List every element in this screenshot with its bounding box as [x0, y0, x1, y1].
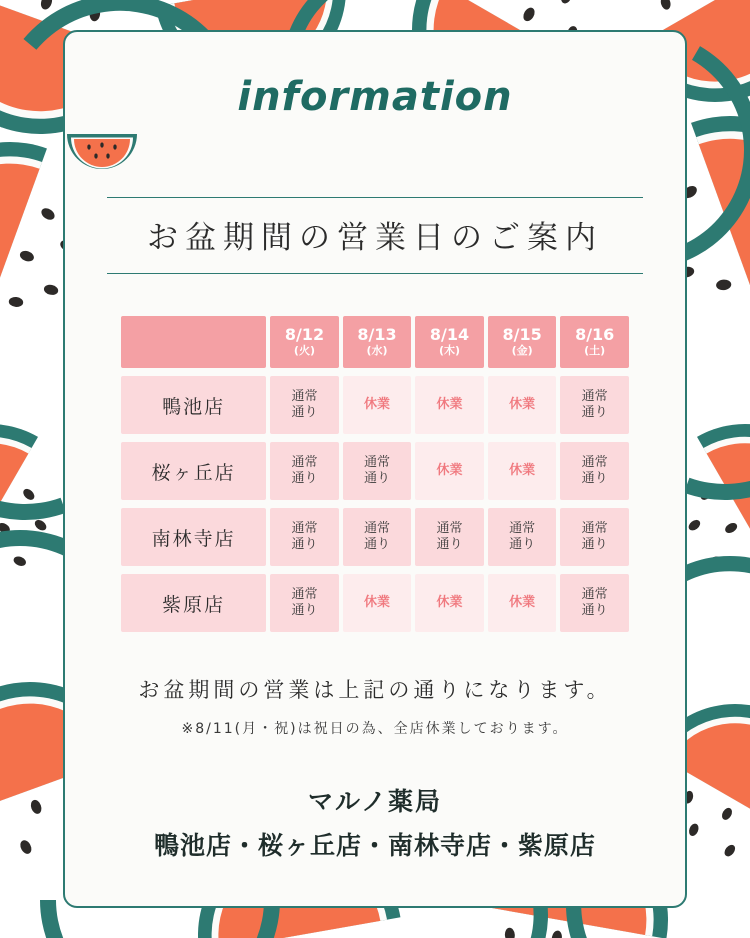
page-title: お盆期間の営業日のご案内 — [147, 220, 603, 256]
open-label-line1: 通常 — [581, 454, 608, 470]
open-label-line1: 通常 — [581, 388, 608, 404]
closed-label: 休業 — [364, 594, 391, 610]
status-cell-open — [270, 574, 339, 632]
table-row — [121, 508, 629, 566]
status-cell-closed — [415, 574, 484, 632]
open-label-line1: 通常 — [581, 520, 608, 536]
status-cell-open — [270, 376, 339, 434]
date-label: 8/14 — [429, 325, 470, 345]
status-cell-open — [343, 442, 412, 500]
closed-label: 休業 — [436, 462, 463, 478]
date-label: 8/13 — [357, 325, 397, 345]
open-label-line2: 通り — [364, 471, 391, 486]
status-cell-closed — [415, 376, 484, 434]
status-cell-open — [560, 376, 629, 434]
status-cell-open — [560, 574, 629, 632]
status-cell-open — [560, 508, 629, 566]
date-label: 8/12 — [284, 325, 325, 345]
date-header-4 — [560, 316, 629, 368]
date-label: 8/16 — [575, 325, 615, 345]
open-label-line2: 通り — [291, 537, 318, 552]
dow-label: (木) — [439, 343, 461, 357]
open-label-line2: 通り — [509, 537, 536, 552]
table-row — [121, 442, 629, 500]
date-header-0 — [270, 316, 339, 368]
status-cell-closed — [343, 376, 412, 434]
status-cell-closed — [488, 574, 557, 632]
status-cell-open — [343, 508, 412, 566]
status-cell-closed — [415, 442, 484, 500]
shop-name-cell: 桜ヶ丘店 — [121, 442, 266, 500]
shop-name-cell: 紫原店 — [121, 574, 266, 632]
open-label-line2: 通り — [581, 471, 608, 486]
open-label-line2: 通り — [581, 537, 608, 552]
open-label-line1: 通常 — [291, 520, 318, 536]
open-label-line1: 通常 — [364, 454, 391, 470]
table-corner-cell — [121, 316, 266, 368]
open-label-line2: 通り — [581, 603, 608, 618]
dow-label: (土) — [584, 343, 606, 357]
table-header-row — [121, 316, 629, 368]
open-label-line2: 通り — [291, 603, 318, 618]
status-cell-open — [488, 508, 557, 566]
status-cell-open — [270, 508, 339, 566]
open-label-line1: 通常 — [364, 520, 391, 536]
open-label-line2: 通り — [436, 537, 463, 552]
date-label: 8/15 — [502, 325, 542, 345]
shop-name-cell: 鴨池店 — [121, 376, 266, 434]
closed-label: 休業 — [436, 396, 463, 412]
status-cell-closed — [488, 442, 557, 500]
date-header-3 — [488, 316, 557, 368]
footer-block — [65, 782, 685, 862]
shop-name-cell: 南林寺店 — [121, 508, 266, 566]
pharmacy-name: マルノ薬局 — [307, 787, 442, 816]
status-cell-open — [270, 442, 339, 500]
closed-label: 休業 — [364, 396, 391, 412]
information-title: information — [237, 74, 513, 120]
status-cell-closed — [488, 376, 557, 434]
open-label-line1: 通常 — [291, 454, 318, 470]
open-label-line2: 通り — [291, 405, 318, 420]
status-cell-open — [560, 442, 629, 500]
date-header-1 — [343, 316, 412, 368]
closed-label: 休業 — [509, 594, 536, 610]
dow-label: (水) — [366, 343, 388, 357]
open-label-line1: 通常 — [436, 520, 463, 536]
open-label-line2: 通り — [581, 405, 608, 420]
date-header-2 — [415, 316, 484, 368]
closed-label: 休業 — [509, 462, 536, 478]
headline-rules — [107, 197, 643, 274]
open-label-line1: 通常 — [581, 586, 608, 602]
open-label-line1: 通常 — [509, 520, 536, 536]
schedule-table — [117, 308, 633, 640]
note-main: お盆期間の営業は上記の通りになります。 — [138, 678, 612, 702]
open-label-line2: 通り — [364, 537, 391, 552]
table-row — [121, 574, 629, 632]
open-label-line1: 通常 — [291, 388, 318, 404]
watermelon-slice-icon — [65, 130, 139, 170]
dow-label: (金) — [511, 343, 533, 357]
open-label-line1: 通常 — [291, 586, 318, 602]
closed-label: 休業 — [436, 594, 463, 610]
pharmacy-branches: 鴨池店・桜ヶ丘店・南林寺店・紫原店 — [153, 831, 596, 860]
dow-label: (火) — [293, 343, 315, 357]
poster-card — [63, 30, 687, 908]
closed-label: 休業 — [509, 396, 536, 412]
status-cell-closed — [343, 574, 412, 632]
open-label-line2: 通り — [291, 471, 318, 486]
status-cell-open — [415, 508, 484, 566]
table-row — [121, 376, 629, 434]
note-sub: ※8/11(月・祝)は祝日の為、全店休業しております。 — [181, 721, 569, 737]
